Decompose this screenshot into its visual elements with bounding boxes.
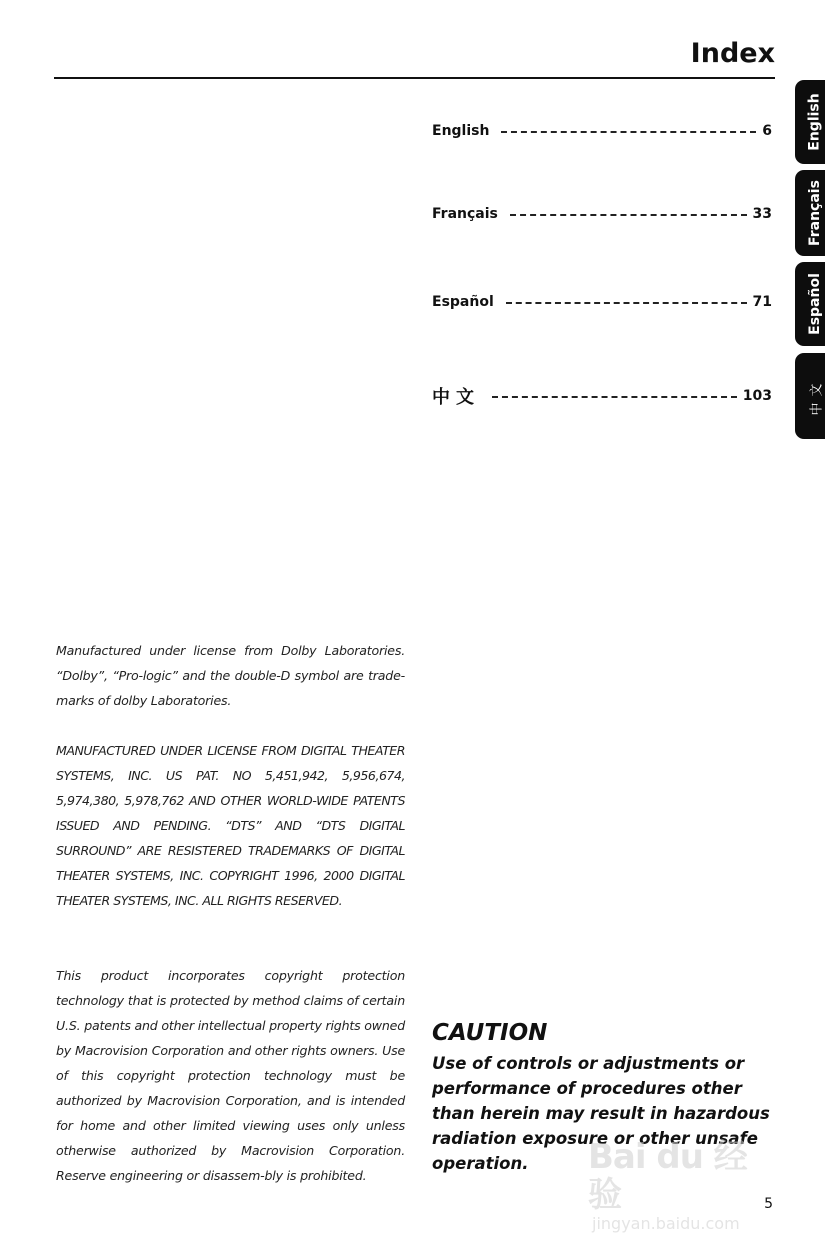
caution-text: Use of controls or adjustments or performance of procedures other than herein may result in hazardous radiation exposure or other unsafe operation. xyxy=(432,1054,770,1173)
toc-page-number: 33 xyxy=(752,206,772,222)
watermark-logo: Bai du 经验 xyxy=(588,1137,747,1215)
toc-row-espanol[interactable] xyxy=(432,291,772,313)
dts-notice: MANUFACTURED UNDER LICENSE FROM DIGITAL THEATER SYSTEMS, INC. US PAT. NO 5,451,942, 5,956,674, 5,974,380, 5,978,762 AND OTHER WORLD-WIDE PATENTS ISSUED AND PENDING. “DTS” AND “DTS DIGITAL SURROUND” ARE RESISTERED TRADEMARKS OF DIGITAL THEATER SYSTEMS, INC. COPYRIGHT 1996, 2000 DIGITAL THEATER SYSTEMS, INC. ALL RIGHTS RESERVED. xyxy=(56,743,405,908)
toc-language: Français xyxy=(432,206,498,222)
toc-leader xyxy=(501,131,756,133)
toc-leader xyxy=(492,396,737,398)
macrovision-notice: This product incorporates copyright protection technology that is protected by method claims of certain U.S. patents and other intellectual property rights owned by Macrovision Corporation and other rights owners. Use of this copyright protection technology must be authorized by Macrovision Corporation, and is intended for home and other limited viewing uses only unless otherwise authorized by Macrovision Corporation. Reserve engineering or disassem-bly is prohibited. xyxy=(56,968,406,1183)
watermark-url: jingyan.baidu.com xyxy=(592,1214,740,1233)
tab-label: English xyxy=(807,93,824,151)
tab-english[interactable] xyxy=(795,80,825,164)
toc-leader xyxy=(506,302,747,304)
toc-page-number: 103 xyxy=(742,388,772,404)
toc-page-number: 6 xyxy=(762,123,772,139)
page-number: 5 xyxy=(764,1196,773,1212)
toc-row-chinese[interactable] xyxy=(432,385,772,407)
toc-language: English xyxy=(432,123,490,139)
tab-label: 中文 xyxy=(809,376,825,416)
toc-row-english[interactable] xyxy=(432,120,772,142)
toc-leader xyxy=(510,214,747,216)
toc-row-francais[interactable] xyxy=(432,203,772,225)
dolby-notice: Manufactured under license from Dolby Laboratories. “Dolby”, “Pro-logic” and the double-D symbol are trade-marks of dolby Laboratories. xyxy=(56,643,405,708)
caution-heading: CAUTION xyxy=(432,1020,548,1046)
page-title: Index xyxy=(690,38,775,69)
tab-francais[interactable] xyxy=(795,170,825,256)
toc-language: Español xyxy=(432,294,494,310)
header-rule xyxy=(54,77,775,79)
toc-page-number: 71 xyxy=(752,294,772,310)
tab-chinese[interactable] xyxy=(795,353,825,439)
toc-language: 中文 xyxy=(432,387,480,408)
tab-espanol[interactable] xyxy=(795,262,825,346)
tab-label: Español xyxy=(807,273,823,335)
tab-label: Français xyxy=(807,180,823,246)
